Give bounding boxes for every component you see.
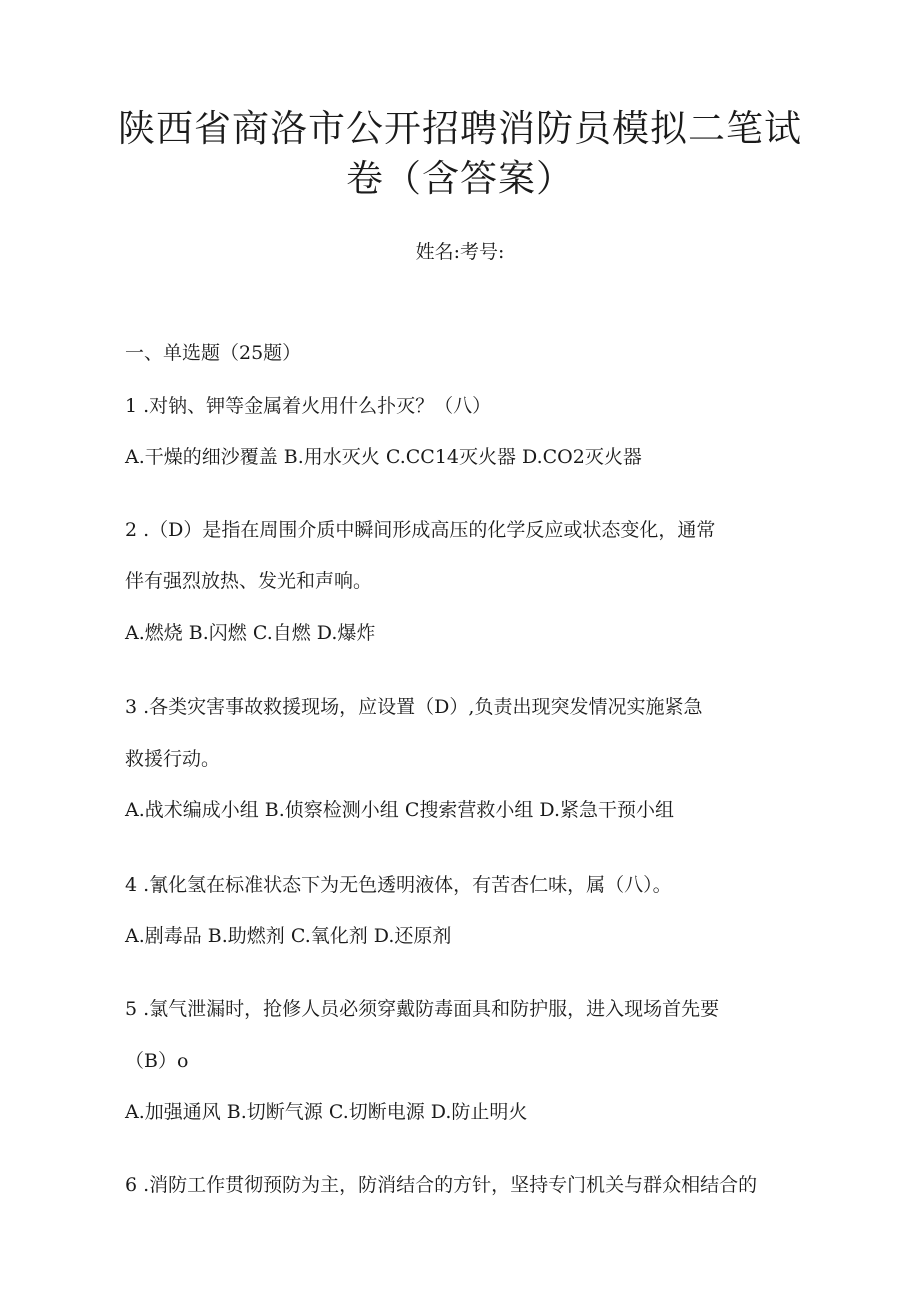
document-title-line-2: 卷（含答案） <box>346 157 574 200</box>
question-1-text: 1 .对钠、钾等金属着火用什么扑灭？（八） <box>125 395 492 417</box>
document-title-line-1: 陕西省商洛市公开招聘消防员模拟二笔试 <box>118 107 802 150</box>
question-6-text-line-1: 6 .消防工作贯彻预防为主，防消结合的方针，坚持专门机关与群众相结合的 <box>125 1174 758 1196</box>
section-heading: 一、单选题（25题） <box>125 342 302 364</box>
question-2-text-line-1: 2 .（D）是指在周围介质中瞬间形成高压的化学反应或状态变化，通常 <box>125 519 716 541</box>
question-2-options: A.燃烧 B.闪燃 C.自燃 D.爆炸 <box>125 622 376 644</box>
question-4-text: 4 .氰化氢在标准状态下为无色透明液体，有苦杏仁味，属（八）。 <box>125 874 672 896</box>
question-1-options: A.干燥的细沙覆盖 B.用水灭火 C.CC14灭火器 D.CO2灭火器 <box>125 446 642 468</box>
question-2-text-line-2: 伴有强烈放热、发光和声响。 <box>125 570 373 592</box>
name-exam-number-line: 姓名:考号: <box>415 241 505 263</box>
question-3-text-line-1: 3 .各类灾害事故救援现场，应设置（D）,负责出现突发情况实施紧急 <box>125 696 703 718</box>
question-5-text-line-1: 5 .氯气泄漏时，抢修人员必须穿戴防毒面具和防护服，进入现场首先要 <box>125 998 720 1020</box>
question-4-options: A.剧毒品 B.助燃剂 C.氧化剂 D.还原剂 <box>125 925 452 947</box>
question-3-options: A.战术编成小组 B.侦察检测小组 C搜索营救小组 D.紧急干预小组 <box>125 799 675 821</box>
question-3-text-line-2: 救援行动。 <box>125 748 221 770</box>
question-5-options: A.加强通风 B.切断气源 C.切断电源 D.防止明火 <box>125 1101 528 1123</box>
question-5-text-line-2: （B）o <box>125 1050 189 1072</box>
